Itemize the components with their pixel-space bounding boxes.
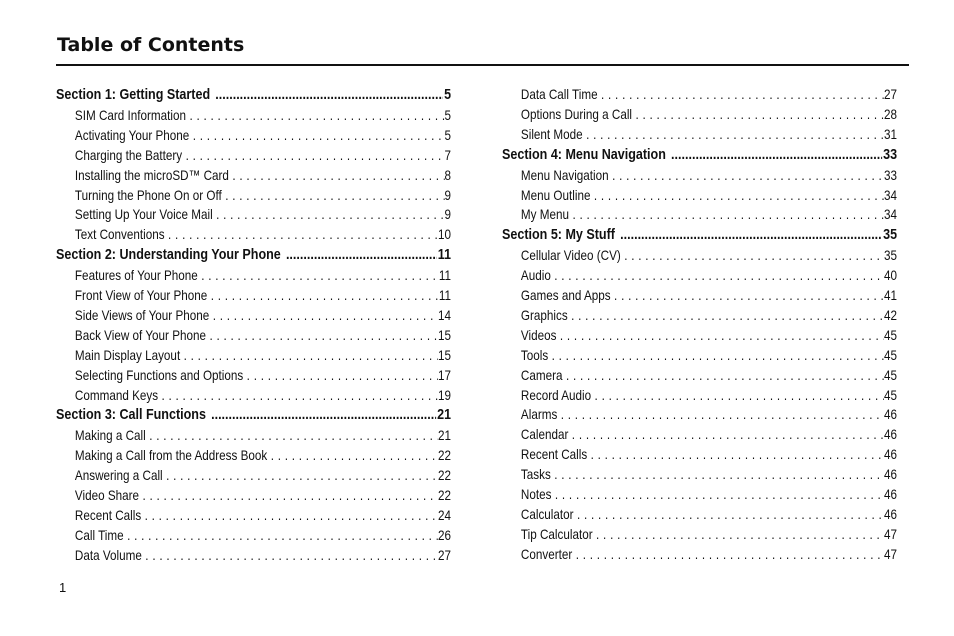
- toc-entry[interactable]: [56, 205, 451, 225]
- toc-entry-label: Cellular Video (CV): [520, 248, 621, 264]
- dot-leader: [158, 386, 438, 406]
- dot-leader: [182, 146, 444, 166]
- dot-leader: [165, 225, 438, 245]
- toc-entry-label: Games and Apps: [520, 288, 611, 304]
- toc-entry-label: Options During a Call: [520, 106, 633, 122]
- toc-page-number: 46: [884, 427, 898, 443]
- toc-entry[interactable]: [502, 85, 897, 105]
- toc-entry-label: Video Share: [74, 488, 140, 504]
- toc-entry[interactable]: [502, 525, 897, 545]
- toc-entry-label: Menu Navigation: [520, 167, 609, 183]
- toc-page-number: 14: [438, 308, 452, 324]
- toc-page-number: 46: [884, 506, 898, 522]
- toc-entry-label: Audio: [520, 268, 551, 284]
- toc-entry[interactable]: [56, 326, 451, 346]
- toc-entry[interactable]: [56, 526, 451, 546]
- toc-entry[interactable]: [56, 126, 451, 146]
- toc-page-number: 26: [438, 527, 452, 543]
- toc-section-heading[interactable]: [56, 245, 451, 266]
- toc-entry-label: Charging the Battery: [74, 147, 183, 163]
- toc-entry-label: Data Call Time: [520, 87, 598, 102]
- dot-leader: [206, 326, 438, 346]
- toc-entry-label: Turning the Phone On or Off: [74, 187, 222, 203]
- toc-entry-label: Graphics: [520, 308, 568, 324]
- toc-entry[interactable]: [56, 286, 451, 306]
- toc-page-number: 33: [883, 146, 898, 163]
- page-number: 1: [59, 580, 67, 595]
- toc-entry[interactable]: [56, 225, 451, 245]
- toc-page-number: 45: [884, 327, 898, 343]
- dot-leader: [611, 286, 884, 306]
- dot-leader: [141, 506, 438, 526]
- dot-leader: [548, 346, 884, 366]
- dot-leader: [590, 186, 884, 206]
- dot-leader: [551, 266, 884, 286]
- toc-page-number: 11: [438, 288, 452, 304]
- toc-entry-label: Selecting Functions and Options: [74, 367, 244, 383]
- toc-entry[interactable]: [502, 286, 897, 306]
- toc-page-number: 9: [444, 187, 452, 203]
- toc-page-number: 46: [884, 467, 898, 483]
- toc-entry-label: Activating Your Phone: [74, 127, 190, 143]
- dot-leader: [583, 125, 884, 145]
- toc-page-number: 24: [438, 508, 452, 524]
- toc-entry-label: SIM Card Information: [74, 108, 187, 123]
- toc-entry[interactable]: [502, 505, 897, 525]
- toc-page-number: 19: [438, 387, 452, 403]
- dot-leader: [186, 106, 445, 126]
- toc-page-number: 22: [438, 488, 452, 504]
- dot-leader: [591, 386, 884, 406]
- toc-entry[interactable]: [502, 545, 897, 565]
- toc-page-number: 8: [444, 167, 452, 183]
- dot-leader: [124, 526, 438, 546]
- toc-entry-label: Main Display Layout: [74, 347, 181, 363]
- title-divider: [56, 64, 909, 66]
- dot-leader: [180, 346, 438, 366]
- toc-entry-label: Text Conventions: [74, 227, 165, 243]
- dot-leader: [609, 166, 884, 186]
- toc-entry-label: Tip Calculator: [520, 526, 593, 542]
- toc-entry[interactable]: [502, 166, 897, 186]
- dot-leader: [620, 225, 882, 246]
- toc-entry-label: My Menu: [520, 207, 569, 223]
- toc-entry[interactable]: [502, 386, 897, 406]
- dot-leader: [587, 445, 884, 465]
- toc-page-number: 7: [444, 147, 452, 163]
- toc-page-number: 21: [437, 407, 452, 424]
- toc-right-column: [502, 85, 897, 565]
- toc-page-number: 47: [884, 546, 898, 562]
- toc-entry[interactable]: [502, 445, 897, 465]
- toc-entry-label: Back View of Your Phone: [74, 327, 207, 343]
- toc-entry[interactable]: [502, 125, 897, 145]
- toc-page-number: 5: [444, 108, 452, 123]
- dot-leader: [189, 126, 444, 146]
- dot-leader: [556, 326, 884, 346]
- toc-page-number: 35: [883, 227, 898, 244]
- dot-leader: [198, 266, 439, 286]
- toc-page-number: 15: [438, 327, 452, 343]
- toc-page-number: 42: [884, 308, 898, 324]
- toc-entry[interactable]: [56, 186, 451, 206]
- toc-page-number: 10: [438, 227, 452, 243]
- toc-section-heading[interactable]: [56, 405, 451, 426]
- toc-entry-label: Setting Up Your Voice Mail: [74, 207, 213, 223]
- dot-leader: [551, 485, 884, 505]
- toc-page-number: 21: [438, 428, 452, 444]
- toc-entry-label: Calculator: [520, 506, 574, 522]
- toc-entry[interactable]: [56, 426, 451, 446]
- toc-page-number: 15: [438, 347, 452, 363]
- dot-leader: [572, 545, 884, 565]
- toc-entry[interactable]: [502, 306, 897, 326]
- toc-entry-label: Command Keys: [74, 387, 159, 403]
- toc-entry-label: Making a Call: [74, 428, 146, 444]
- toc-page-number: 46: [884, 407, 898, 423]
- toc-section-heading[interactable]: [502, 145, 897, 166]
- page-title: Table of Contents: [57, 34, 245, 56]
- toc-entry[interactable]: [56, 366, 451, 386]
- toc-entry[interactable]: [502, 205, 897, 225]
- dot-leader: [243, 366, 438, 386]
- toc-entry[interactable]: [502, 405, 897, 425]
- dot-leader: [139, 486, 438, 506]
- toc-page-number: 11: [438, 268, 452, 284]
- toc-entry-label: Making a Call from the Address Book: [74, 448, 268, 464]
- toc-page-number: 34: [884, 187, 898, 203]
- dot-leader: [671, 145, 882, 166]
- toc-page-number: 9: [444, 207, 452, 223]
- dot-leader: [574, 505, 885, 525]
- dot-leader: [163, 466, 438, 486]
- toc-left-column: [56, 85, 451, 566]
- dot-leader: [568, 425, 884, 445]
- dot-leader: [229, 166, 445, 186]
- toc-entry[interactable]: [56, 166, 451, 186]
- toc-entry-label: Features of Your Phone: [74, 268, 198, 284]
- toc-entry[interactable]: [502, 346, 897, 366]
- toc-entry[interactable]: [56, 446, 451, 466]
- toc-page-number: 47: [884, 526, 898, 542]
- dot-leader: [222, 186, 445, 206]
- toc-page-number: 33: [884, 167, 898, 183]
- toc-entry[interactable]: [56, 386, 451, 406]
- toc-entry-label: Section 5: My Stuff: [502, 227, 615, 244]
- toc-page-number: 45: [884, 367, 898, 383]
- toc-entry-label: Silent Mode: [520, 126, 583, 142]
- dot-leader: [213, 205, 445, 225]
- toc-entry[interactable]: [502, 186, 897, 206]
- toc-page-number: 5: [444, 127, 452, 143]
- toc-entry[interactable]: [56, 306, 451, 326]
- toc-entry[interactable]: [502, 246, 897, 266]
- dot-leader: [286, 245, 437, 266]
- toc-entry[interactable]: [56, 106, 451, 126]
- toc-entry-label: Recent Calls: [520, 447, 588, 463]
- toc-page-number: 11: [437, 247, 452, 264]
- toc-entry-label: Record Audio: [520, 387, 592, 403]
- dot-leader: [142, 546, 438, 566]
- toc-page-number: 27: [438, 547, 452, 563]
- toc-page-number: 5: [444, 87, 452, 103]
- toc-entry-label: Front View of Your Phone: [74, 288, 208, 304]
- toc-entry-label: Call Time: [74, 527, 124, 543]
- dot-leader: [593, 525, 884, 545]
- toc-section-heading[interactable]: [502, 225, 897, 246]
- toc-entry[interactable]: [56, 266, 451, 286]
- toc-page-number: 22: [438, 448, 452, 464]
- toc-entry-label: Converter: [520, 546, 573, 562]
- toc-page-number: 41: [884, 288, 898, 304]
- toc-entry-label: Data Volume: [74, 547, 142, 563]
- toc-page-number: 27: [884, 87, 898, 102]
- toc-entry-label: Alarms: [520, 407, 558, 423]
- toc-section-heading[interactable]: [56, 85, 451, 106]
- toc-page-number: 46: [884, 487, 898, 503]
- toc-entry-label: Camera: [520, 367, 563, 383]
- dot-leader: [207, 286, 439, 306]
- toc-entry[interactable]: [56, 466, 451, 486]
- toc-entry-label: Section 1: Getting Started: [56, 87, 211, 103]
- toc-entry[interactable]: [56, 486, 451, 506]
- toc-entry[interactable]: [502, 326, 897, 346]
- toc-entry[interactable]: [56, 146, 451, 166]
- toc-entry-label: Calendar: [520, 427, 569, 443]
- toc-page-number: 34: [884, 207, 898, 223]
- toc-entry[interactable]: [502, 266, 897, 286]
- toc-page-number: 35: [884, 248, 898, 264]
- toc-page-number: 45: [884, 387, 898, 403]
- dot-leader: [632, 105, 884, 125]
- toc-entry[interactable]: [56, 546, 451, 566]
- toc-entry[interactable]: [502, 366, 897, 386]
- toc-entry[interactable]: [502, 485, 897, 505]
- dot-leader: [211, 405, 436, 426]
- toc-page-number: 31: [884, 126, 898, 142]
- toc-page-number: 40: [884, 268, 898, 284]
- toc-entry-label: Installing the microSD™ Card: [74, 167, 229, 183]
- toc-page-number: 28: [884, 106, 898, 122]
- toc-entry-label: Tasks: [520, 467, 551, 483]
- toc-entry-label: Menu Outline: [520, 187, 591, 203]
- toc-entry-label: Section 4: Menu Navigation: [502, 146, 666, 163]
- toc-entry[interactable]: [56, 506, 451, 526]
- toc-entry-label: Videos: [520, 327, 557, 343]
- toc-page-number: 17: [438, 367, 452, 383]
- dot-leader: [209, 306, 438, 326]
- dot-leader: [267, 446, 438, 466]
- toc-entry-label: Recent Calls: [74, 508, 142, 524]
- toc-page-number: 46: [884, 447, 898, 463]
- toc-entry-label: Tools: [520, 347, 549, 363]
- toc-entry[interactable]: [502, 105, 897, 125]
- toc-entry-label: Section 2: Understanding Your Phone: [56, 247, 281, 264]
- toc-entry-label: Section 3: Call Functions: [56, 407, 206, 424]
- dot-leader: [551, 465, 884, 485]
- toc-entry-label: Answering a Call: [74, 468, 163, 484]
- toc-entry[interactable]: [502, 425, 897, 445]
- dot-leader: [146, 426, 438, 446]
- toc-page-number: 45: [884, 347, 898, 363]
- toc-entry[interactable]: [502, 465, 897, 485]
- dot-leader: [568, 306, 884, 326]
- toc-entry[interactable]: [56, 346, 451, 366]
- dot-leader: [563, 366, 885, 386]
- dot-leader: [557, 405, 884, 425]
- dot-leader: [621, 246, 884, 266]
- toc-page-number: 22: [438, 468, 452, 484]
- toc-entry-label: Notes: [520, 487, 552, 503]
- toc-entry-label: Side Views of Your Phone: [74, 308, 210, 324]
- dot-leader: [569, 205, 884, 225]
- dot-leader: [215, 85, 443, 106]
- dot-leader: [598, 85, 884, 105]
